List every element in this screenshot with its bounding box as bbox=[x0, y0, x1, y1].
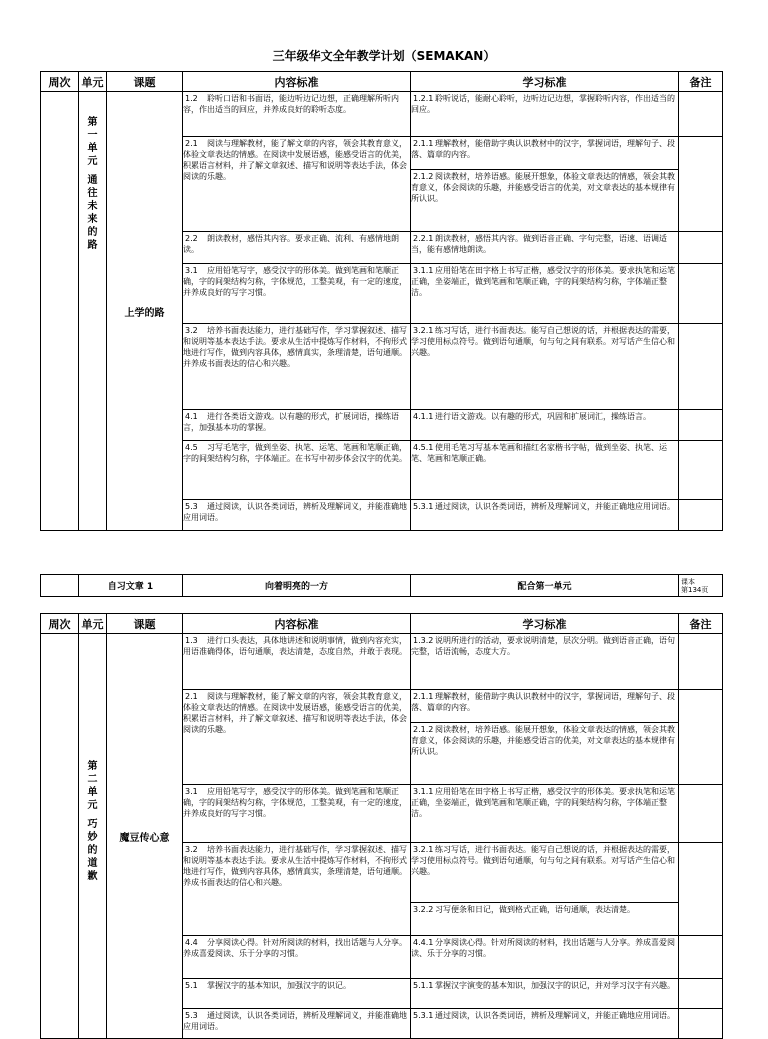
table-row bbox=[41, 634, 723, 690]
notes-cell bbox=[679, 410, 723, 441]
content-standard: 3.1 应用铅笔写字，感受汉字的形体美。做到笔画和笔顺正确，字的间架结构匀称，字体规范，工整美观，有一定的速度，并养成良好的写字习惯。 bbox=[183, 264, 411, 324]
self-study-page: 课本 第134页 bbox=[679, 575, 723, 597]
content-standard: 3.2 培养书面表达能力，进行基础写作，学习掌握叙述、描写和说明等基本表达手法。要求从生活中提炼写作材料，不拘形式地进行写作，做到内容具体，感情真实，条理清楚，语句通顺。养成书面表达的信心和兴趣。 bbox=[183, 843, 411, 936]
learning-standard: 3.1.1 应用铅笔在田字格上书写正楷，感受汉字的形体美。要求执笔和运笔正确，坐姿端正，做到笔画和笔顺正确，字的间架结构匀称，字体端正整洁。 bbox=[411, 264, 679, 324]
learning-standard: 5.3.1 通过阅读，认识各类词语，辨析及理解词义，并能正确地应用词语。 bbox=[411, 500, 679, 531]
content-standard: 5.3 通过阅读，认识各类词语，辨析及理解词义，并能准确地应用词语。 bbox=[183, 1009, 411, 1039]
learning-standard: 1.2.1 聆听说话，能耐心聆听，边听边记边想，掌握聆听内容，作出适当的回应。 bbox=[411, 92, 679, 137]
content-standard: 5.3 通过阅读，认识各类词语，辨析及理解词义，并能准确地应用词语。 bbox=[183, 500, 411, 531]
header-unit: 单元 bbox=[79, 72, 107, 92]
topic-name: 上学的路 bbox=[107, 92, 183, 531]
learning-standard: 2.1.2 阅读教材，培养语感。能展开想象，体验文章表达的情感，领会其教育意义，体会阅读的乐趣，并能感受语言的优美，对文章表达的基本规律有所认识。 bbox=[411, 723, 679, 785]
learning-standard: 2.1.1 理解教材，能借助字典认识教材中的汉字，掌握词语，理解句子、段落、篇章的内容。 bbox=[411, 690, 679, 723]
plan-table-unit-2 bbox=[40, 613, 723, 1039]
learning-standard: 2.2.1 朗读教材，感悟其内容。做到语音正确、字句完整，语速、语调适当，能有感情地朗读。 bbox=[411, 232, 679, 264]
notes-cell bbox=[679, 441, 723, 500]
self-study-row bbox=[40, 574, 723, 597]
header-notes: 备注 bbox=[679, 614, 723, 634]
notes-cell bbox=[679, 785, 723, 843]
notes-cell bbox=[679, 232, 723, 264]
self-study-week bbox=[41, 575, 79, 597]
learning-standard: 3.2.2 习写便条和日记，做到格式正确，语句通顺，表达清楚。 bbox=[411, 903, 679, 936]
header-row bbox=[41, 614, 723, 634]
self-study-match: 配合第一单元 bbox=[411, 575, 679, 597]
header-learning-standard: 学习标准 bbox=[411, 614, 679, 634]
notes-cell bbox=[679, 979, 723, 1009]
header-learning-standard: 学习标准 bbox=[411, 72, 679, 92]
learning-standard: 4.5.1 使用毛笔习写基本笔画和描红名家楷书字帖，做到坐姿、执笔、运笔、笔画和笔顺正确。 bbox=[411, 441, 679, 500]
learning-standard: 2.1.1 理解教材，能借助字典认识教材中的汉字，掌握词语，理解句子、段落、篇章的内容。 bbox=[411, 137, 679, 170]
header-unit: 单元 bbox=[79, 614, 107, 634]
notes-cell bbox=[679, 634, 723, 690]
header-content-standard: 内容标准 bbox=[183, 614, 411, 634]
learning-standard: 3.2.1 练习写话，进行书面表达。能写自己想说的话，并根据表达的需要，学习使用标点符号。做到语句通顺，句与句之间有联系。对写话产生信心和兴趣。 bbox=[411, 843, 679, 903]
table-row bbox=[41, 92, 723, 137]
header-row bbox=[41, 72, 723, 92]
learning-standard: 5.3.1 通过阅读，认识各类词语，辨析及理解词义，并能正确地应用词语。 bbox=[411, 1009, 679, 1039]
header-week: 周次 bbox=[41, 72, 79, 92]
notes-cell bbox=[679, 324, 723, 410]
learning-standard: 3.1.1 应用铅笔在田字格上书写正楷，感受汉字的形体美。要求执笔和运笔正确，坐姿端正，做到笔画和笔顺正确，字的间架结构匀称，字体端正整洁。 bbox=[411, 785, 679, 843]
learning-standard: 4.4.1 分享阅读心得。针对所阅读的材料，找出话题与人分享。养成喜爱阅读、乐于分享的习惯。 bbox=[411, 936, 679, 979]
learning-standard: 4.1.1 进行语文游戏。以有趣的形式，巩固和扩展词汇，操练语言。 bbox=[411, 410, 679, 441]
content-standard: 1.3 进行口头表达，具体地讲述和说明事情，做到内容充实，用语准确得体，语句通顺，表达清楚，态度自然，并敢于表现。 bbox=[183, 634, 411, 690]
self-study-label: 自习文章 1 bbox=[79, 575, 183, 597]
learning-standard: 2.1.2 阅读教材，培养语感。能展开想象，体验文章表达的情感，领会其教育意义，体会阅读的乐趣，并能感受语言的优美，对文章表达的基本规律有所认识。 bbox=[411, 170, 679, 232]
plan-table-unit-1 bbox=[40, 71, 723, 531]
content-standard: 4.4 分享阅读心得。针对所阅读的材料，找出话题与人分享。养成喜爱阅读、乐于分享的习惯。 bbox=[183, 936, 411, 979]
topic-name: 魔豆传心意 bbox=[107, 634, 183, 1039]
notes-cell bbox=[679, 690, 723, 785]
content-standard: 2.2 朗读教材，感悟其内容。要求正确、流利、有感情地朗读。 bbox=[183, 232, 411, 264]
unit-name: 第 二 单 元 巧 妙 的 道 歉 bbox=[79, 634, 107, 1039]
week-cell bbox=[41, 92, 79, 531]
self-study-title: 向着明亮的一方 bbox=[183, 575, 411, 597]
notes-cell bbox=[679, 264, 723, 324]
notes-cell bbox=[679, 92, 723, 137]
header-notes: 备注 bbox=[679, 72, 723, 92]
learning-standard: 3.2.1 练习写话，进行书面表达。能写自己想说的话，并根据表达的需要，学习使用标点符号。做到语句通顺，句与句之间有联系。对写话产生信心和兴趣。 bbox=[411, 324, 679, 410]
content-standard: 1.2 聆听口语和书面语，能边听边记边想，正确理解所听内容，作出适当的回应，并养成良好的聆听态度。 bbox=[183, 92, 411, 137]
content-standard: 3.1 应用铅笔写字，感受汉字的形体美。做到笔画和笔顺正确，字的间架结构匀称，字体规范，工整美观，有一定的速度，并养成良好的写字习惯。 bbox=[183, 785, 411, 843]
learning-standard: 1.3.2 说明所进行的活动，要求说明清楚，层次分明。做到语音正确，语句完整，话语流畅，态度大方。 bbox=[411, 634, 679, 690]
content-standard: 2.1 阅读与理解教材，能了解文章的内容，领会其教育意义，体验文章表达的情感。在阅读中发展语感，能感受语言的优美，积累语言材料，并了解文章叙述、描写和说明等表达手法，体会阅读的乐趣。 bbox=[183, 690, 411, 785]
content-standard: 2.1 阅读与理解教材，能了解文章的内容，领会其教育意义，体验文章表达的情感。在阅读中发展语感，能感受语言的优美，积累语言材料，并了解文章叙述、描写和说明等表达手法，体会阅读的乐趣。 bbox=[183, 137, 411, 232]
header-topic: 课题 bbox=[107, 72, 183, 92]
header-week: 周次 bbox=[41, 614, 79, 634]
notes-cell bbox=[679, 843, 723, 936]
notes-cell bbox=[679, 500, 723, 531]
header-content-standard: 内容标准 bbox=[183, 72, 411, 92]
content-standard: 4.1 进行各类语文游戏。以有趣的形式，扩展词语，操练语言，加强基本功的掌握。 bbox=[183, 410, 411, 441]
notes-cell bbox=[679, 936, 723, 979]
content-standard: 3.2 培养书面表达能力，进行基础写作，学习掌握叙述、描写和说明等基本表达手法。要求从生活中提炼写作材料，不拘形式地进行写作，做到内容具体，感情真实，条理清楚，语句通顺。并养成书面表达的信心和兴趣。 bbox=[183, 324, 411, 410]
notes-cell bbox=[679, 137, 723, 232]
content-standard: 5.1 掌握汉字的基本知识，加强汉字的识记。 bbox=[183, 979, 411, 1009]
header-topic: 课题 bbox=[107, 614, 183, 634]
unit-name: 第 一 单 元 通 往 未 来 的 路 bbox=[79, 92, 107, 531]
content-standard: 4.5 习写毛笔字，做到坐姿、执笔、运笔、笔画和笔顺正确，字的间架结构匀称，字体端正。在书写中初步体会汉字的优美。 bbox=[183, 441, 411, 500]
week-cell bbox=[41, 634, 79, 1039]
page-title: 三年级华文全年教学计划（SEMAKAN） bbox=[272, 49, 496, 63]
learning-standard: 5.1.1 掌握汉字演变的基本知识，加强汉字的识记，并对学习汉字有兴趣。 bbox=[411, 979, 679, 1009]
